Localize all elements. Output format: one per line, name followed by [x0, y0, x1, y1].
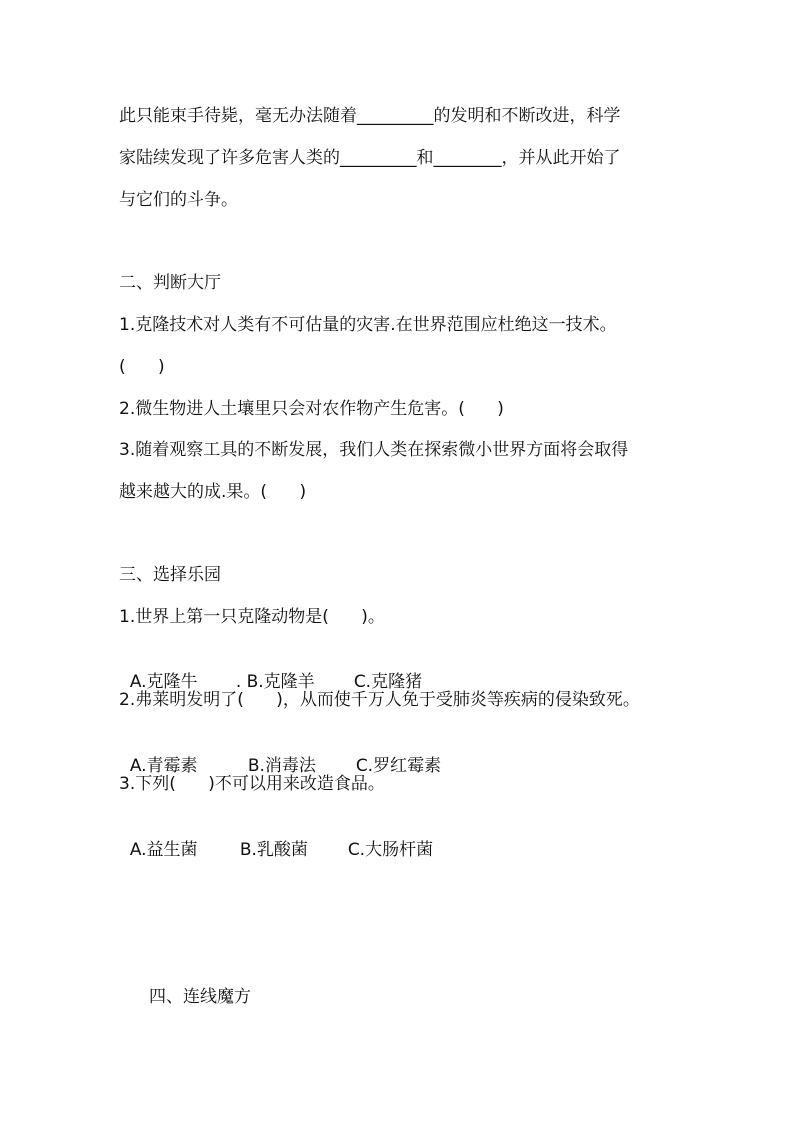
option-c: C.克隆猪 [353, 672, 423, 692]
section-4-title: 四、连线魔方 [149, 987, 251, 1007]
option-a: A.益生菌 [129, 840, 198, 860]
intro-line-1: 此只能束手待毙，毫无办法随着_________的发明和不断改进，科学 [119, 106, 621, 126]
intro-line-3: 与它们的斗争。 [119, 190, 238, 210]
option-b: . B.克隆羊 [235, 672, 315, 692]
option-a: A.克隆牛 [129, 672, 198, 692]
choice-question-1: 1.世界上第一只克隆动物是( )。 [119, 607, 385, 627]
section-2-title: 二、判断大厅 [119, 273, 221, 293]
intro-line-2: 家陆续发现了许多危害人类的_________和________，并从此开始了 [119, 148, 621, 168]
choice-question-2: 2.弗莱明发明了( )，从而使千万人免于受肺炎等疾病的侵染致死。 [119, 690, 640, 710]
option-a: A.青霉素 [129, 756, 198, 776]
judge-question-3-line-2: 越来越大的成.果。( ) [119, 482, 307, 502]
choice-question-2-options [119, 730, 441, 778]
option-b: B.乳酸菌 [239, 840, 308, 860]
judge-question-1: 1.克隆技术对人类有不可估量的灾害.在世界范围应杜绝这一技术。 [119, 315, 617, 335]
option-c: C.大肠杆菌 [347, 840, 434, 860]
judge-question-1-answer: ( ) [119, 357, 165, 377]
option-c: C.罗红霉素 [355, 756, 442, 776]
section-3-title: 三、选择乐园 [119, 565, 221, 585]
judge-question-3-line-1: 3.随着观察工具的不断发展，我们人类在探索微小世界方面将会取得 [119, 440, 629, 460]
judge-question-2: 2.微生物进人土壤里只会对农作物产生危害。( ) [119, 399, 504, 419]
choice-question-1-options [119, 646, 422, 694]
choice-question-3-options [119, 814, 433, 862]
option-b: B.消毒法 [247, 756, 316, 776]
choice-question-3: 3.下列( )不可以用来改造食品。 [119, 774, 385, 794]
